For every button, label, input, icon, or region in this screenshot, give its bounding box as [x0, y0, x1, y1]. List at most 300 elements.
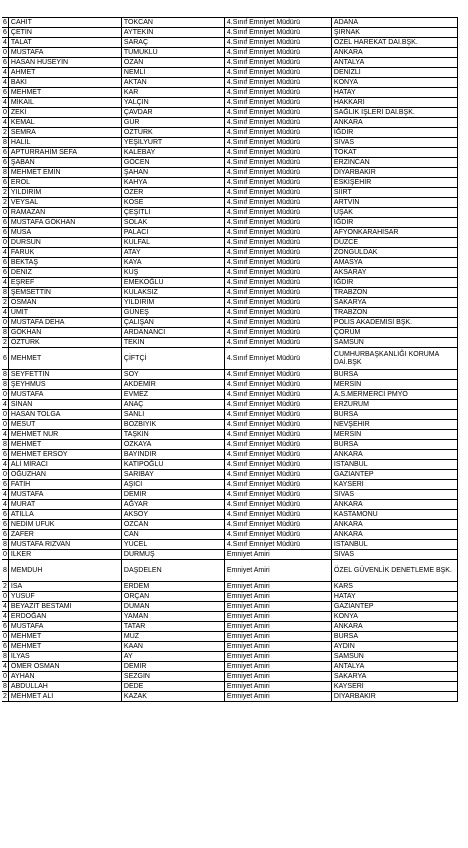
table-row: [2, 520, 457, 530]
location-cell: SİİRT: [331, 188, 457, 198]
table-row: [2, 490, 457, 500]
last-name-cell: ÖZAN: [121, 58, 224, 68]
location-cell: IĞDIR: [331, 218, 457, 228]
row-index-cell: 8: [3, 288, 7, 296]
first-name-cell: AHMET: [8, 68, 121, 78]
first-name-cell: MEHMET EMİN: [8, 168, 121, 178]
last-name-cell: KULAKSIZ: [121, 288, 224, 298]
first-name-cell: DENİZ: [8, 268, 121, 278]
rank-cell: 4.Sınıf Emniyet Müdürü: [224, 48, 331, 58]
row-index-cell: 4: [3, 78, 7, 86]
row-index-cell: 6: [3, 218, 7, 226]
first-name-cell: EŞREF: [8, 278, 121, 288]
location-cell: ANKARA: [331, 48, 457, 58]
table-row: [2, 298, 457, 308]
table-row: [2, 208, 457, 218]
first-name-cell: SİNAN: [8, 400, 121, 410]
row-index-cell: 0: [3, 420, 7, 428]
table-row: [2, 480, 457, 490]
last-name-cell: ÇAVDAR: [121, 108, 224, 118]
table-row: [2, 168, 457, 178]
location-cell: ANTALYA: [331, 662, 457, 672]
table-row: [2, 450, 457, 460]
table-row: [2, 692, 457, 702]
table-row: [2, 98, 457, 108]
location-cell: ERZİNCAN: [331, 158, 457, 168]
location-cell: CUMHURBAŞKANLIĞI KORUMA DAİ.BŞK: [331, 348, 457, 370]
first-name-cell: MESUT: [8, 420, 121, 430]
first-name-cell: MEHMET: [8, 642, 121, 652]
location-cell: A.S.MERMERCİ PMYO: [331, 390, 457, 400]
first-name-cell: MUSTAFA: [8, 48, 121, 58]
table-row: [2, 500, 457, 510]
last-name-cell: GÜR: [121, 118, 224, 128]
row-index-cell: 4: [3, 118, 7, 126]
last-name-cell: CAN: [121, 530, 224, 540]
location-cell: AYDIN: [331, 642, 457, 652]
last-name-cell: KAYA: [121, 258, 224, 268]
rank-cell: 4.Sınıf Emniyet Müdürü: [224, 390, 331, 400]
row-index-cell: 0: [3, 238, 7, 246]
last-name-cell: SARIBAY: [121, 470, 224, 480]
location-cell: SAMSUN: [331, 652, 457, 662]
first-name-cell: MUSTAFA GÖKHAN: [8, 218, 121, 228]
last-name-cell: NEMLİ: [121, 68, 224, 78]
table-row: [2, 138, 457, 148]
location-cell: HATAY: [331, 592, 457, 602]
last-name-cell: ÖZKAYA: [121, 440, 224, 450]
row-index-cell: 6: [3, 258, 7, 266]
last-name-cell: DURMUŞ: [121, 550, 224, 560]
first-name-cell: APTURRAHİM SEFA: [8, 148, 121, 158]
first-name-cell: MEHMET: [8, 440, 121, 450]
location-cell: ANKARA: [331, 530, 457, 540]
table-row: [2, 460, 457, 470]
rank-cell: 4.Sınıf Emniyet Müdürü: [224, 450, 331, 460]
row-index-cell: 4: [3, 460, 7, 468]
row-index-cell: 0: [3, 390, 7, 398]
table-row: [2, 178, 457, 188]
rank-cell: 4.Sınıf Emniyet Müdürü: [224, 118, 331, 128]
rank-cell: Emniyet Amiri: [224, 622, 331, 632]
row-index-cell: 8: [3, 370, 7, 378]
table-row: [2, 318, 457, 328]
rank-cell: 4.Sınıf Emniyet Müdürü: [224, 480, 331, 490]
location-cell: ÇORUM: [331, 328, 457, 338]
location-cell: DİYARBAKIR: [331, 692, 457, 702]
last-name-cell: EVMEZ: [121, 390, 224, 400]
first-name-cell: TALAT: [8, 38, 121, 48]
location-cell: IĞDIR: [331, 128, 457, 138]
row-index-cell: 8: [3, 168, 7, 176]
last-name-cell: TÜMÜKLÜ: [121, 48, 224, 58]
first-name-cell: HALİL: [8, 138, 121, 148]
last-name-cell: ŞAHAN: [121, 168, 224, 178]
table-row: [2, 308, 457, 318]
rank-cell: 4.Sınıf Emniyet Müdürü: [224, 238, 331, 248]
table-row: [2, 602, 457, 612]
table-row: [2, 682, 457, 692]
last-name-cell: TEKİN: [121, 338, 224, 348]
last-name-cell: ÖZTÜRK: [121, 128, 224, 138]
rank-cell: 4.Sınıf Emniyet Müdürü: [224, 470, 331, 480]
row-index-cell: 2: [3, 298, 7, 306]
first-name-cell: SEYFETTİN: [8, 370, 121, 380]
rank-cell: 4.Sınıf Emniyet Müdürü: [224, 178, 331, 188]
last-name-cell: SEZGİN: [121, 672, 224, 682]
table-row: [2, 612, 457, 622]
last-name-cell: BOZBIYIK: [121, 420, 224, 430]
table-row: [2, 28, 457, 38]
last-name-cell: MUZ: [121, 632, 224, 642]
rank-cell: Emniyet Amiri: [224, 642, 331, 652]
first-name-cell: FATİH: [8, 480, 121, 490]
row-index-cell: 4: [3, 430, 7, 438]
location-cell: ARTVİN: [331, 198, 457, 208]
first-name-cell: ATİLLA: [8, 510, 121, 520]
location-cell: SİVAS: [331, 550, 457, 560]
location-cell: SAKARYA: [331, 298, 457, 308]
last-name-cell: ÖZER: [121, 188, 224, 198]
table-row: [2, 18, 457, 28]
table-row: [2, 278, 457, 288]
table-row: [2, 108, 457, 118]
first-name-cell: YUSUF: [8, 592, 121, 602]
last-name-cell: GÖCEN: [121, 158, 224, 168]
table-row: [2, 420, 457, 430]
first-name-cell: DURSUN: [8, 238, 121, 248]
table-row: [2, 530, 457, 540]
row-index-cell: 6: [3, 18, 7, 26]
row-index-cell: 6: [2, 348, 8, 370]
rank-cell: 4.Sınıf Emniyet Müdürü: [224, 490, 331, 500]
rank-cell: 4.Sınıf Emniyet Müdürü: [224, 298, 331, 308]
rank-cell: Emniyet Amiri: [224, 662, 331, 672]
rank-cell: Emniyet Amiri: [224, 672, 331, 682]
first-name-cell: MUSTAFA: [8, 622, 121, 632]
table-row: [2, 370, 457, 380]
first-name-cell: MEHMET: [8, 632, 121, 642]
row-index-cell: 0: [3, 48, 7, 56]
row-index-cell: 8: [3, 540, 7, 548]
last-name-cell: ANAÇ: [121, 400, 224, 410]
table-row: [2, 248, 457, 258]
row-index-cell: 6: [3, 58, 7, 66]
row-index-cell: 8: [3, 328, 7, 336]
table-row: [2, 540, 457, 550]
first-name-cell: HASAN TOLGA: [8, 410, 121, 420]
location-cell: ZONGULDAK: [331, 248, 457, 258]
first-name-cell: ÖZTÜRK: [8, 338, 121, 348]
location-cell: KAYSERİ: [331, 480, 457, 490]
table-row: [2, 470, 457, 480]
first-name-cell: FARUK: [8, 248, 121, 258]
rank-cell: 4.Sınıf Emniyet Müdürü: [224, 370, 331, 380]
rank-cell: 4.Sınıf Emniyet Müdürü: [224, 68, 331, 78]
first-name-cell: MUSTAFA RIZVAN: [8, 540, 121, 550]
rank-cell: 4.Sınıf Emniyet Müdürü: [224, 500, 331, 510]
row-index-cell: 6: [3, 510, 7, 518]
last-name-cell: KAHYA: [121, 178, 224, 188]
row-index-cell: 6: [3, 520, 7, 528]
row-index-cell: 6: [3, 268, 7, 276]
table-row: [2, 238, 457, 248]
table-row: [2, 348, 457, 370]
last-name-cell: GÜNEŞ: [121, 308, 224, 318]
table-row: [2, 128, 457, 138]
rank-cell: 4.Sınıf Emniyet Müdürü: [224, 38, 331, 48]
row-index-cell: 4: [3, 602, 7, 610]
location-cell: DÜZCE: [331, 238, 457, 248]
row-index-cell: 8: [3, 652, 7, 660]
row-index-cell: 6: [3, 148, 7, 156]
rank-cell: Emniyet Amiri: [224, 602, 331, 612]
last-name-cell: DEMİR: [121, 490, 224, 500]
rank-cell: 4.Sınıf Emniyet Müdürü: [224, 460, 331, 470]
first-name-cell: ÜMİT: [8, 308, 121, 318]
table-row: [2, 510, 457, 520]
row-index-cell: 0: [3, 410, 7, 418]
first-name-cell: GÖKHAN: [8, 328, 121, 338]
row-index-cell: 6: [3, 28, 7, 36]
location-cell: UŞAK: [331, 208, 457, 218]
first-name-cell: İLKER: [8, 550, 121, 560]
location-cell: ÖZEL HAREKAT DAİ.BŞK.: [331, 38, 457, 48]
location-cell: TRABZON: [331, 288, 457, 298]
rank-cell: 4.Sınıf Emniyet Müdürü: [224, 400, 331, 410]
location-cell: AMASYA: [331, 258, 457, 268]
last-name-cell: KAR: [121, 88, 224, 98]
location-cell: SİVAS: [331, 490, 457, 500]
table-row: [2, 88, 457, 98]
last-name-cell: KATİPOĞLU: [121, 460, 224, 470]
last-name-cell: AY: [121, 652, 224, 662]
rank-cell: 4.Sınıf Emniyet Müdürü: [224, 58, 331, 68]
last-name-cell: ÇİFTÇİ: [121, 348, 224, 370]
last-name-cell: SANLI: [121, 410, 224, 420]
location-cell: GAZİANTEP: [331, 602, 457, 612]
first-name-cell: İSA: [8, 582, 121, 592]
rank-cell: 4.Sınıf Emniyet Müdürü: [224, 278, 331, 288]
rank-cell: Emniyet Amiri: [224, 632, 331, 642]
last-name-cell: SOY: [121, 370, 224, 380]
table-row: [2, 642, 457, 652]
row-index-cell: 0: [3, 470, 7, 478]
row-index-cell: 0: [3, 672, 7, 680]
row-index-cell: 8: [3, 682, 7, 690]
rank-cell: 4.Sınıf Emniyet Müdürü: [224, 228, 331, 238]
last-name-cell: ORÇAN: [121, 592, 224, 602]
table-row: [2, 582, 457, 592]
last-name-cell: YILDIRIM: [121, 298, 224, 308]
row-index-cell: 2: [3, 582, 7, 590]
last-name-cell: DAŞDELEN: [121, 560, 224, 582]
last-name-cell: YÜCEL: [121, 540, 224, 550]
last-name-cell: AKTAN: [121, 78, 224, 88]
last-name-cell: SOLAK: [121, 218, 224, 228]
location-cell: POLİS AKADEMİSİ BŞK.: [331, 318, 457, 328]
rank-cell: 4.Sınıf Emniyet Müdürü: [224, 98, 331, 108]
first-name-cell: ÖMER OSMAN: [8, 662, 121, 672]
location-cell: ŞIRNAK: [331, 28, 457, 38]
location-cell: HATAY: [331, 88, 457, 98]
location-cell: DİYARBAKIR: [331, 168, 457, 178]
first-name-cell: ALİ MİRACİ: [8, 460, 121, 470]
first-name-cell: MİKAİL: [8, 98, 121, 108]
location-cell: KASTAMONU: [331, 510, 457, 520]
rank-cell: 4.Sınıf Emniyet Müdürü: [224, 218, 331, 228]
table-row: [2, 622, 457, 632]
last-name-cell: TOKCAN: [121, 18, 224, 28]
rank-cell: 4.Sınıf Emniyet Müdürü: [224, 208, 331, 218]
row-index-cell: 4: [3, 500, 7, 508]
location-cell: DENİZLİ: [331, 68, 457, 78]
first-name-cell: EROL: [8, 178, 121, 188]
last-name-cell: AŞICI: [121, 480, 224, 490]
last-name-cell: YEŞİLYURT: [121, 138, 224, 148]
last-name-cell: TATAR: [121, 622, 224, 632]
row-index-cell: 0: [3, 108, 7, 116]
first-name-cell: BAKİ: [8, 78, 121, 88]
row-index-cell: 4: [3, 490, 7, 498]
personnel-table: [2, 17, 458, 702]
location-cell: ERZURUM: [331, 400, 457, 410]
location-cell: İSTANBUL: [331, 540, 457, 550]
row-index-cell: 4: [3, 38, 7, 46]
location-cell: ANKARA: [331, 450, 457, 460]
location-cell: İSTANBUL: [331, 460, 457, 470]
first-name-cell: HASAN HÜSEYİN: [8, 58, 121, 68]
rank-cell: 4.Sınıf Emniyet Müdürü: [224, 420, 331, 430]
rank-cell: 4.Sınıf Emniyet Müdürü: [224, 168, 331, 178]
row-index-cell: 6: [3, 480, 7, 488]
row-index-cell: 6: [3, 622, 7, 630]
last-name-cell: PALACI: [121, 228, 224, 238]
row-index-cell: 6: [3, 450, 7, 458]
rank-cell: 4.Sınıf Emniyet Müdürü: [224, 440, 331, 450]
first-name-cell: ZAFER: [8, 530, 121, 540]
first-name-cell: AYHAN: [8, 672, 121, 682]
row-index-cell: 6: [3, 642, 7, 650]
table-row: [2, 68, 457, 78]
rank-cell: 4.Sınıf Emniyet Müdürü: [224, 108, 331, 118]
rank-cell: 4.Sınıf Emniyet Müdürü: [224, 520, 331, 530]
row-index-cell: 6: [3, 530, 7, 538]
first-name-cell: MEHMET ALİ: [8, 692, 121, 702]
rank-cell: 4.Sınıf Emniyet Müdürü: [224, 338, 331, 348]
location-cell: AFYONKARAHİSAR: [331, 228, 457, 238]
row-index-cell: 0: [3, 318, 7, 326]
table-row: [2, 430, 457, 440]
last-name-cell: AKDEMİR: [121, 380, 224, 390]
row-index-cell: 8: [3, 138, 7, 146]
last-name-cell: KÖSE: [121, 198, 224, 208]
row-index-cell: 8: [3, 380, 7, 388]
last-name-cell: ATAY: [121, 248, 224, 258]
first-name-cell: ZEKİ: [8, 108, 121, 118]
rank-cell: 4.Sınıf Emniyet Müdürü: [224, 188, 331, 198]
rank-cell: 4.Sınıf Emniyet Müdürü: [224, 540, 331, 550]
table-row: [2, 78, 457, 88]
rank-cell: Emniyet Amiri: [224, 550, 331, 560]
table-row: [2, 632, 457, 642]
first-name-cell: NEDİM UFUK: [8, 520, 121, 530]
rank-cell: 4.Sınıf Emniyet Müdürü: [224, 410, 331, 420]
first-name-cell: MUSTAFA: [8, 390, 121, 400]
last-name-cell: ARDANANCI: [121, 328, 224, 338]
last-name-cell: DUMAN: [121, 602, 224, 612]
first-name-cell: MUSA: [8, 228, 121, 238]
personnel-table-body: [2, 18, 457, 702]
first-name-cell: ŞEMSETTİN: [8, 288, 121, 298]
first-name-cell: BEKTAŞ: [8, 258, 121, 268]
first-name-cell: MEHMET: [8, 348, 121, 370]
first-name-cell: MUSTAFA DEHA: [8, 318, 121, 328]
first-name-cell: VEYSAL: [8, 198, 121, 208]
last-name-cell: SARAÇ: [121, 38, 224, 48]
rank-cell: 4.Sınıf Emniyet Müdürü: [224, 318, 331, 328]
first-name-cell: MEMDUH: [8, 560, 121, 582]
last-name-cell: YALÇIN: [121, 98, 224, 108]
table-row: [2, 258, 457, 268]
location-cell: IĞDIR: [331, 278, 457, 288]
rank-cell: Emniyet Amiri: [224, 692, 331, 702]
rank-cell: 4.Sınıf Emniyet Müdürü: [224, 268, 331, 278]
location-cell: ANKARA: [331, 500, 457, 510]
last-name-cell: KAZAK: [121, 692, 224, 702]
last-name-cell: AKSOY: [121, 510, 224, 520]
last-name-cell: EMEKOĞLU: [121, 278, 224, 288]
rank-cell: 4.Sınıf Emniyet Müdürü: [224, 510, 331, 520]
location-cell: BURSA: [331, 440, 457, 450]
location-cell: SAĞLIK İŞLERİ DAİ.BŞK.: [331, 108, 457, 118]
rank-cell: Emniyet Amiri: [224, 652, 331, 662]
row-index-cell: 4: [3, 98, 7, 106]
row-index-cell: 4: [3, 612, 7, 620]
table-row: [2, 550, 457, 560]
location-cell: ANKARA: [331, 118, 457, 128]
table-row: [2, 148, 457, 158]
location-cell: BURSA: [331, 632, 457, 642]
table-row: [2, 268, 457, 278]
table-row: [2, 58, 457, 68]
table-row: [2, 328, 457, 338]
first-name-cell: YILDIRIM: [8, 188, 121, 198]
table-row: [2, 48, 457, 58]
first-name-cell: İLYAS: [8, 652, 121, 662]
first-name-cell: MEHMET NUR: [8, 430, 121, 440]
table-row: [2, 118, 457, 128]
first-name-cell: RAMAZAN: [8, 208, 121, 218]
last-name-cell: DEMİR: [121, 662, 224, 672]
row-index-cell: 0: [3, 550, 7, 558]
table-row: [2, 400, 457, 410]
location-cell: TRABZON: [331, 308, 457, 318]
table-row: [2, 228, 457, 238]
row-index-cell: 4: [3, 248, 7, 256]
rank-cell: 4.Sınıf Emniyet Müdürü: [224, 530, 331, 540]
rank-cell: 4.Sınıf Emniyet Müdürü: [224, 88, 331, 98]
rank-cell: 4.Sınıf Emniyet Müdürü: [224, 430, 331, 440]
first-name-cell: OĞUZHAN: [8, 470, 121, 480]
row-index-cell: 2: [3, 338, 7, 346]
rank-cell: 4.Sınıf Emniyet Müdürü: [224, 28, 331, 38]
row-index-cell: 2: [3, 198, 7, 206]
row-index-cell: 6: [3, 88, 7, 96]
location-cell: SİVAS: [331, 138, 457, 148]
last-name-cell: KULFAL: [121, 238, 224, 248]
last-name-cell: AĞYAR: [121, 500, 224, 510]
